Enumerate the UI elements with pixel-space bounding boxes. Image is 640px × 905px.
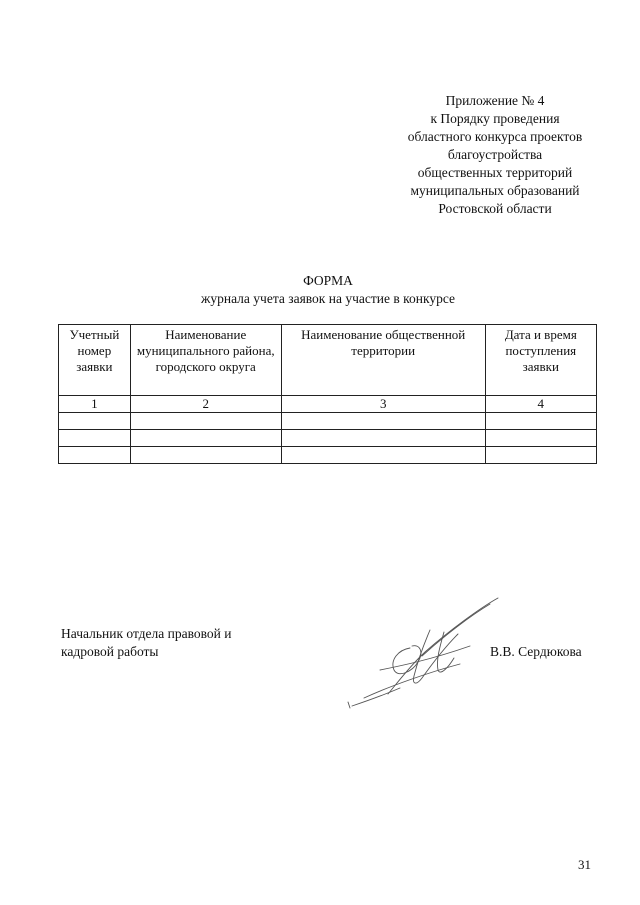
column-number: 1 — [59, 396, 131, 413]
appendix-line: к Порядку проведения — [430, 111, 560, 126]
table-cell — [130, 447, 281, 464]
table-cell — [485, 413, 596, 430]
table-cell — [485, 447, 596, 464]
table-cell — [281, 413, 485, 430]
table-cell — [130, 413, 281, 430]
column-number: 3 — [281, 396, 485, 413]
signatory-name: В.В. Сердюкова — [490, 644, 582, 659]
form-title: ФОРМА — [303, 273, 353, 288]
appendix-header — [380, 92, 610, 218]
table-cell — [59, 447, 131, 464]
appendix-line: Ростовской области — [438, 201, 552, 216]
appendix-line: благоустройства — [447, 147, 543, 162]
table-cell — [281, 430, 485, 447]
appendix-line: Приложение № 4 — [445, 93, 545, 108]
table-cell — [281, 447, 485, 464]
table-number-row — [59, 396, 597, 413]
header-municipality: Наименование муниципального района, городского округа — [130, 325, 281, 396]
page-number: 31 — [578, 857, 591, 872]
table-row — [59, 447, 597, 464]
table-header-row — [59, 325, 597, 396]
header-application-number: Учетный номер заявки — [59, 325, 131, 396]
appendix-line: муниципальных образований — [410, 183, 580, 198]
column-number: 2 — [130, 396, 281, 413]
signatory-position — [61, 625, 232, 661]
journal-table — [58, 324, 597, 464]
appendix-line: областного конкурса проектов — [407, 129, 583, 144]
header-date-time: Дата и время поступления заявки — [485, 325, 596, 396]
column-number: 4 — [485, 396, 596, 413]
table-row — [59, 413, 597, 430]
handwritten-signature — [340, 590, 510, 715]
form-subtitle: журнала учета заявок на участие в конкурсе — [201, 291, 455, 306]
form-heading — [60, 272, 596, 308]
table-cell — [59, 413, 131, 430]
table-cell — [485, 430, 596, 447]
table-cell — [59, 430, 131, 447]
position-line: Начальник отдела правовой и — [61, 626, 232, 641]
position-line: кадровой работы — [61, 644, 159, 659]
table-row — [59, 430, 597, 447]
header-territory: Наименование общественной территории — [281, 325, 485, 396]
table-cell — [130, 430, 281, 447]
appendix-line: общественных территорий — [417, 165, 573, 180]
